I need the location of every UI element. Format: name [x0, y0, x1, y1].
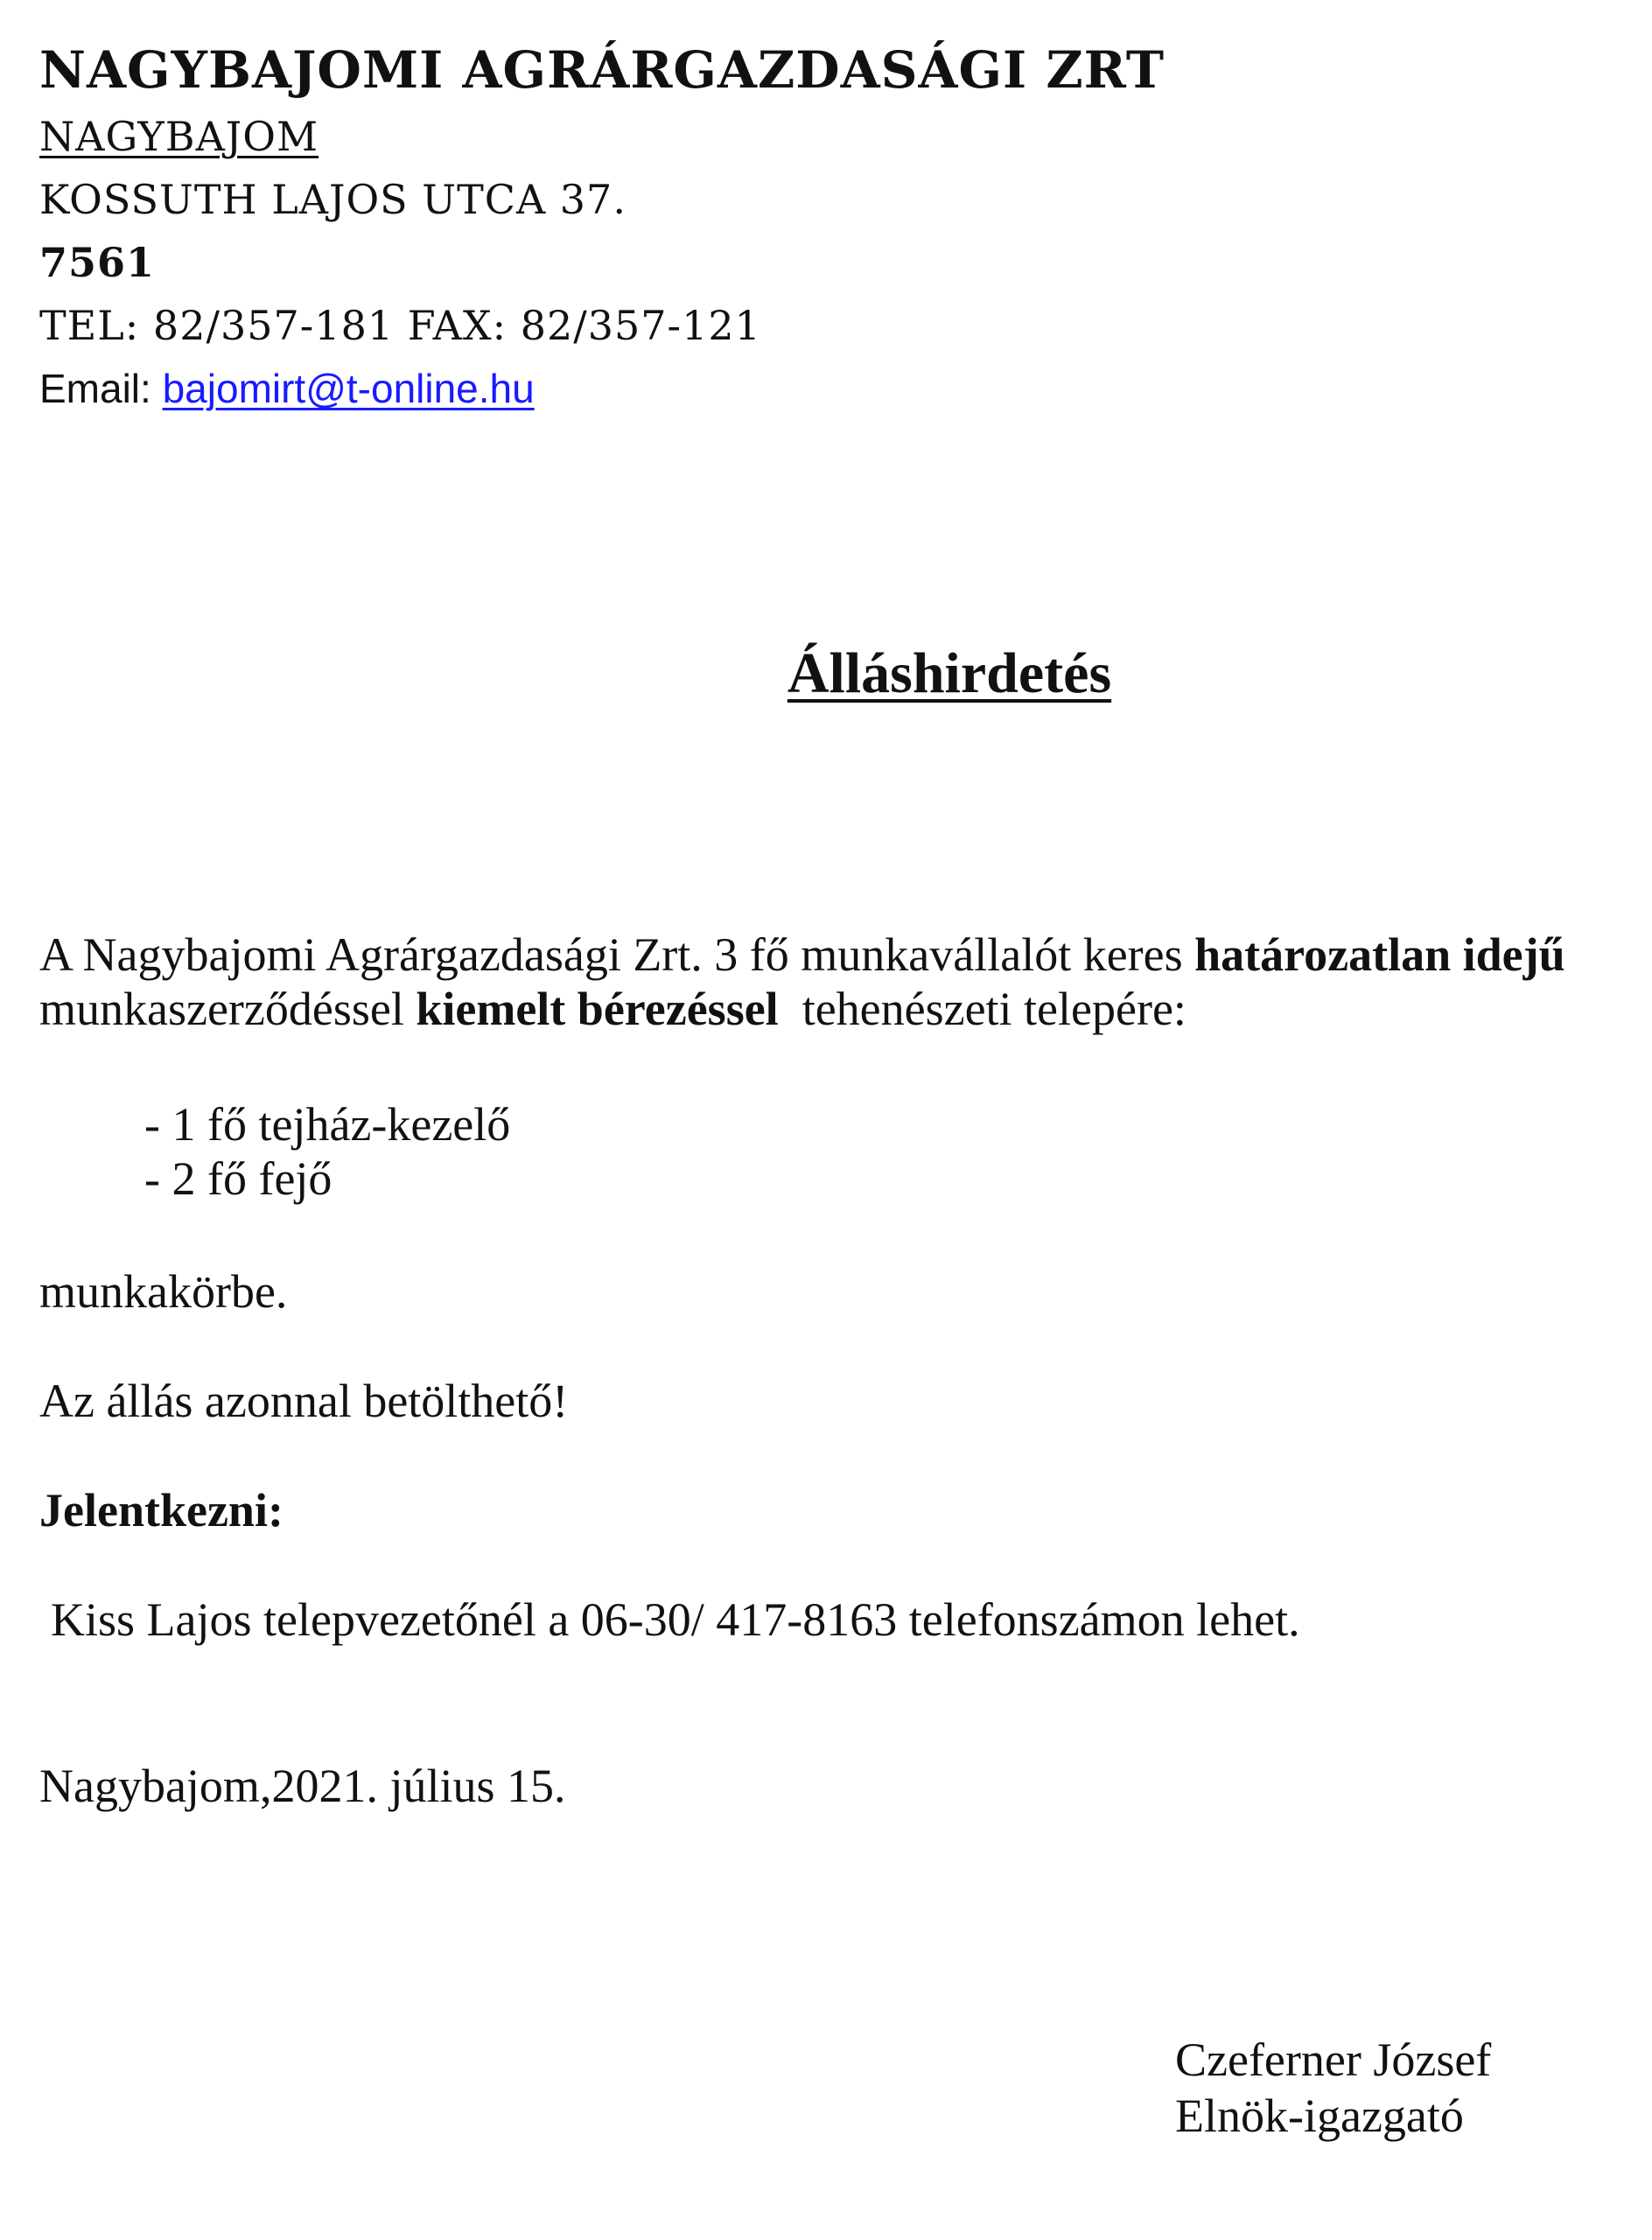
list-item: - 2 fő fejő	[144, 1152, 332, 1205]
email-label: Email:	[39, 366, 163, 411]
intro-text-2: munkaszerződéssel	[39, 983, 416, 1035]
company-city: NAGYBAJOM	[39, 113, 319, 160]
intro-paragraph	[39, 928, 1565, 1036]
date-line: Nagybajom,2021. július 15.	[39, 1760, 566, 1812]
intro-text-3: tehenészeti telepére:	[778, 983, 1186, 1035]
contact-text: Kiss Lajos telepvezetőnél a 06-30/ 417-8163 telefonszámon lehet.	[51, 1593, 1300, 1646]
signature-block	[1175, 2032, 1491, 2144]
intro-line-2	[39, 982, 1565, 1036]
company-email-row	[39, 357, 1352, 420]
availability-text: Az állás azonnal betölthető!	[39, 1375, 569, 1427]
company-zip: 7561	[39, 239, 156, 286]
position-list	[144, 1097, 510, 1206]
scope-text: munkakörbe.	[39, 1265, 288, 1318]
signatory-position: Elnök-igazgató	[1175, 2090, 1464, 2142]
intro-bold-2: kiemelt bérezéssel	[416, 983, 779, 1035]
apply-heading: Jelentkezni:	[39, 1484, 284, 1536]
email-link[interactable]: bajomirt@t-online.hu	[162, 366, 535, 411]
intro-text-1: A Nagybajomi Agrárgazdasági Zrt. 3 fő munkavállalót keres	[39, 928, 1195, 981]
company-name: NAGYBAJOMI AGRÁRGAZDASÁGI ZRT	[39, 40, 1165, 100]
letterhead	[39, 35, 1352, 420]
signatory-name: Czeferner József	[1175, 2034, 1492, 2086]
intro-bold-1: határozatlan idejű	[1194, 928, 1565, 981]
document-title: Álláshirdetés	[787, 641, 1112, 705]
letterhead-city-row	[39, 105, 1352, 168]
company-street: KOSSUTH LAJOS UTCA 37.	[39, 176, 626, 223]
list-item: - 1 fő tejház-kezelő	[144, 1098, 511, 1151]
company-phone-fax: TEL: 82/357-181 FAX: 82/357-121	[39, 302, 761, 349]
intro-line-1	[39, 928, 1565, 982]
